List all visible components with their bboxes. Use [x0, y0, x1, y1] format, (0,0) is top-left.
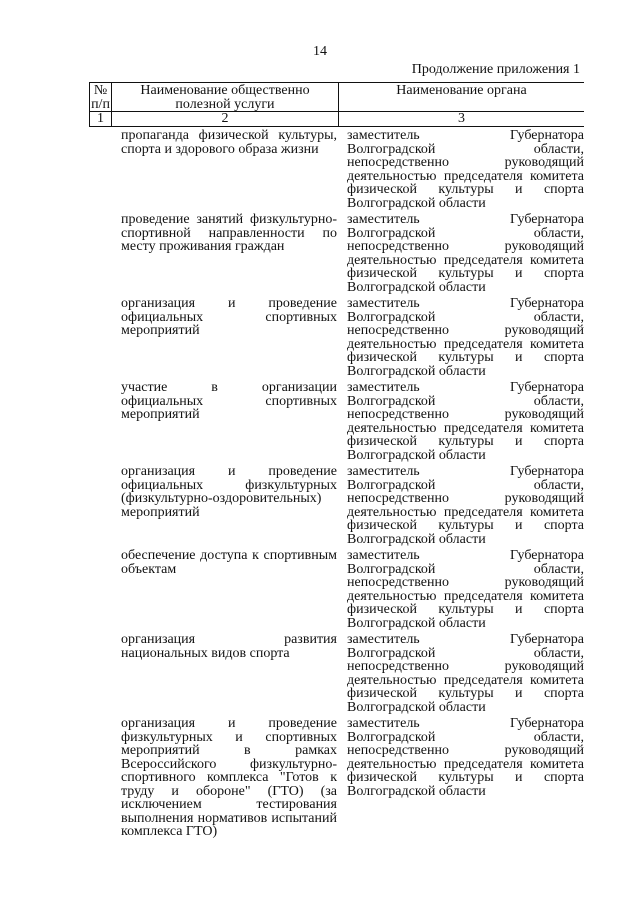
service-cell [112, 379, 339, 463]
service-cell [112, 463, 339, 547]
organ-cell [339, 379, 584, 463]
services-table [89, 82, 584, 839]
organ-name: заместитель Губернатора Волгоградской области, непосредственно руководящий деятельностью председателя комитета физической культуры и спорта Волгоградской области [347, 716, 584, 799]
service-name: пропаганда физической культуры, спорта и здорового образа жизни [121, 128, 337, 157]
organ-name: заместитель Губернатора Волгоградской области, непосредственно руководящий деятельностью председателя комитета физической культуры и спорта Волгоградской области [347, 296, 584, 379]
row-number-cell [89, 547, 112, 631]
service-name: организация и проведение физкультурных и спортивных мероприятий в рамках Всероссийского физкультурно-спортивного комплекса "Готов к труду и обороне" (ГТО) (за исключением тестирования выполнения нормативов испытаний комплекса ГТО) [121, 716, 337, 839]
row-number-cell [89, 127, 112, 211]
organ-name: заместитель Губернатора Волгоградской области, непосредственно руководящий деятельностью председателя комитета физической культуры и спорта Волгоградской области [347, 548, 584, 631]
table-body [89, 127, 584, 839]
column-index-3: 3 [458, 111, 465, 126]
table-row [89, 379, 584, 463]
table-row [89, 547, 584, 631]
organ-name: заместитель Губернатора Волгоградской области, непосредственно руководящий деятельностью председателя комитета физической культуры и спорта Волгоградской области [347, 380, 584, 463]
column-index-row [89, 111, 584, 127]
service-name: организация и проведение официальных физкультурных (физкультурно-оздоровительных) мероприятий [121, 464, 337, 520]
table-header [89, 82, 584, 111]
table-row [89, 295, 584, 379]
table-row [89, 631, 584, 715]
header-organ: Наименование органа [396, 83, 527, 98]
organ-cell [339, 127, 584, 211]
header-num: № п/п [89, 83, 112, 111]
organ-name: заместитель Губернатора Волгоградской области, непосредственно руководящий деятельностью председателя комитета физической культуры и спорта Волгоградской области [347, 464, 584, 547]
service-cell [112, 547, 339, 631]
organ-cell [339, 547, 584, 631]
service-cell [112, 715, 339, 839]
table-row [89, 127, 584, 211]
organ-name: заместитель Губернатора Волгоградской области, непосредственно руководящий деятельностью председателя комитета физической культуры и спорта Волгоградской области [347, 128, 584, 211]
organ-name: заместитель Губернатора Волгоградской области, непосредственно руководящий деятельностью председателя комитета физической культуры и спорта Волгоградской области [347, 212, 584, 295]
row-number-cell [89, 631, 112, 715]
organ-cell [339, 211, 584, 295]
service-cell [112, 631, 339, 715]
service-name: организация развития национальных видов спорта [121, 632, 337, 661]
organ-cell [339, 295, 584, 379]
header-service: Наименование общественно полезной услуги [112, 83, 339, 111]
organ-cell [339, 463, 584, 547]
row-number-cell [89, 379, 112, 463]
service-cell [112, 211, 339, 295]
column-index-2: 2 [112, 112, 339, 126]
table-row [89, 211, 584, 295]
organ-name: заместитель Губернатора Волгоградской области, непосредственно руководящий деятельностью председателя комитета физической культуры и спорта Волгоградской области [347, 632, 584, 715]
service-cell [112, 127, 339, 211]
continuation-label: Продолжение приложения 1 [411, 62, 580, 77]
column-index-1: 1 [89, 112, 112, 126]
service-name: проведение занятий физкультурно-спортивной направленности по месту проживания граждан [121, 212, 337, 254]
row-number-cell [89, 715, 112, 839]
table-row [89, 715, 584, 839]
service-name: обеспечение доступа к спортивным объектам [121, 548, 337, 577]
organ-cell [339, 715, 584, 839]
service-name: участие в организации официальных спортивных мероприятий [121, 380, 337, 422]
row-number-cell [89, 295, 112, 379]
service-cell [112, 295, 339, 379]
row-number-cell [89, 211, 112, 295]
table-row [89, 463, 584, 547]
row-number-cell [89, 463, 112, 547]
organ-cell [339, 631, 584, 715]
service-name: организация и проведение официальных спортивных мероприятий [121, 296, 337, 338]
page-number: 14 [313, 44, 327, 59]
